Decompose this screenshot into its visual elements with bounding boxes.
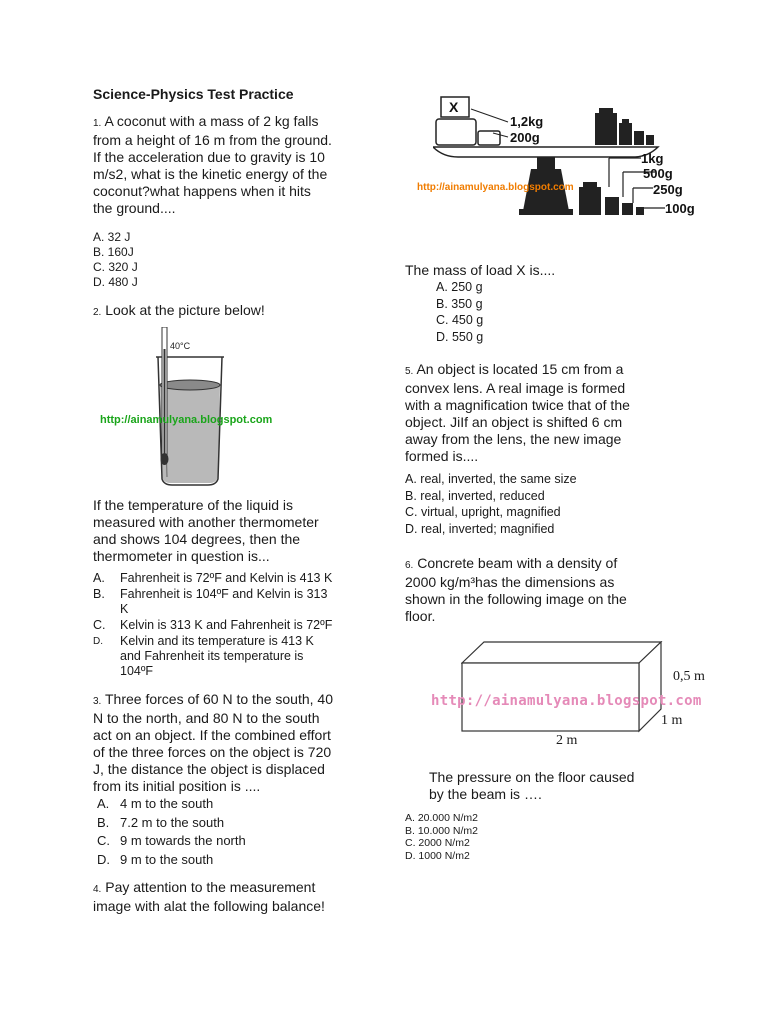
option-d: D. 1000 N/m2: [405, 849, 470, 862]
question-line: floor.: [405, 608, 436, 624]
option-a: A. real, inverted, the same size: [405, 472, 577, 486]
question-6-prompt: [405, 769, 715, 803]
question-line: shown in the following image on the: [405, 591, 627, 607]
weight-label-200g: 200g: [510, 130, 540, 145]
option-line: and Fahrenheit its temperature is: [120, 649, 304, 663]
question-line: J, the distance the object is displaced: [93, 761, 325, 777]
question-1-options: [93, 230, 383, 290]
watermark-link: http://ainamulyana.blogspot.com: [417, 182, 574, 193]
balance-scale-image: [433, 95, 733, 225]
question-line: object. JiIf an object is shifted 6 cm: [405, 414, 623, 430]
load-x-label: X: [449, 99, 459, 115]
question-line: convex lens. A real image is formed: [405, 380, 626, 396]
option-letter: A.: [97, 796, 110, 811]
question-number: 4.: [93, 884, 102, 895]
question-6: [405, 555, 715, 862]
beam-figure: [405, 635, 715, 763]
question-line: Concrete beam with a density of: [413, 555, 618, 571]
option-line: K: [120, 602, 129, 616]
question-number: 1.: [93, 118, 102, 129]
question-line: thermometer in question is...: [93, 548, 270, 564]
option-b: B. 350 g: [436, 296, 483, 311]
question-line: A coconut with a mass of 2 kg falls: [101, 113, 319, 129]
question-line: image with alat the following balance!: [93, 898, 325, 914]
beaker-figure: [93, 321, 383, 493]
question-line: N to the north, and 80 N to the south: [93, 710, 320, 726]
weight-label-100g: 100g: [665, 201, 695, 216]
beaker-thermometer-image: [148, 327, 348, 487]
option-line: Fahrenheit is 104ºF and Kelvin is 313: [120, 587, 328, 601]
thermometer-label: 40°C: [170, 341, 191, 351]
question-line: The pressure on the floor caused: [429, 769, 635, 785]
option-letter: D.: [93, 636, 103, 647]
option-line: 104ºF: [120, 664, 154, 678]
option-c: [93, 618, 383, 633]
option-d: [93, 634, 383, 679]
option-letter: B.: [93, 587, 105, 601]
question-number: 2.: [93, 307, 102, 318]
question-4-options: [405, 279, 715, 345]
option-text: 9 m to the south: [120, 851, 214, 867]
right-column: [405, 90, 715, 862]
option-text: [120, 587, 327, 617]
question-3-text: [93, 691, 383, 795]
question-line: away from the lens, the new image: [405, 431, 622, 447]
option-b: [93, 587, 383, 617]
page-title: Science-Physics Test Practice: [93, 86, 294, 102]
question-line: act on an object. If the combined effort: [93, 727, 331, 743]
option-b: B. 160J: [93, 245, 134, 259]
option-letter: D.: [97, 851, 110, 867]
option-text: Fahrenheit is 72ºF and Kelvin is 413 K: [120, 571, 333, 585]
option-d: D. 550 g: [436, 329, 484, 344]
question-line: from a height of 16 m from the ground.: [93, 132, 332, 148]
option-a: [93, 795, 383, 814]
watermark-link: http://ainamulyana.blogspot.com: [431, 693, 702, 709]
option-a: A. 32 J: [93, 230, 131, 244]
question-5-options: [405, 471, 715, 537]
balance-figure: [405, 90, 715, 260]
option-letter: B.: [97, 814, 110, 830]
option-line: Kelvin and its temperature is 413 K: [120, 634, 314, 648]
weight-label-1kg: 1kg: [641, 151, 664, 166]
question-line: If the acceleration due to gravity is 10: [93, 149, 325, 165]
beam-height-label: 0,5 m: [673, 669, 705, 684]
option-b: [93, 814, 383, 833]
option-c: C. 450 g: [436, 313, 484, 327]
question-line: with a magnification twice that of the: [405, 397, 630, 413]
question-3: [93, 691, 383, 869]
question-1: [93, 113, 383, 290]
option-text: [120, 634, 314, 679]
question-line: An object is located 15 cm from a: [413, 361, 624, 377]
option-d: [93, 851, 383, 870]
option-a: [93, 571, 383, 586]
option-a: A. 20.000 N/m2: [405, 812, 478, 824]
question-6-text: [405, 555, 715, 625]
beam-depth-label: 1 m: [661, 713, 683, 728]
question-4-text: [93, 879, 383, 915]
question-line: from its initial position is ....: [93, 778, 261, 794]
option-c: C. 320 J: [93, 260, 138, 274]
question-2-prompt: [93, 302, 383, 321]
question-line: If the temperature of the liquid is: [93, 497, 293, 513]
question-1-text: [93, 113, 383, 217]
watermark-link: http://ainamulyana.blogspot.com: [100, 414, 273, 426]
question-3-options: [93, 795, 383, 869]
question-4: [93, 879, 383, 915]
option-text: 9 m towards the north: [120, 833, 246, 848]
question-5-text: [405, 361, 715, 465]
option-text: 7.2 m to the south: [120, 814, 225, 830]
option-c: C. virtual, upright, magnified: [405, 505, 561, 519]
question-4-prompt: The mass of load X is....: [405, 262, 556, 278]
left-column: [93, 86, 383, 915]
question-line: measured with another thermometer: [93, 514, 319, 530]
weight-label-500g: 500g: [643, 166, 673, 181]
question-number: 5.: [405, 366, 414, 377]
option-c: [93, 832, 383, 851]
question-line: the ground....: [93, 200, 176, 216]
question-6-options: [405, 812, 715, 862]
question-line: coconut?what happens when it hits: [93, 183, 311, 199]
question-5: [405, 361, 715, 537]
question-line: of the three forces on the object is 720: [93, 744, 332, 760]
beam-length-label: 2 m: [556, 733, 578, 748]
option-letter: A.: [93, 571, 105, 585]
option-a: A. 250 g: [436, 280, 483, 294]
option-b: B. real, inverted, reduced: [405, 488, 545, 503]
question-2-options: [93, 571, 383, 679]
question-number: 3.: [93, 696, 102, 707]
question-line: m/s2, what is the kinetic energy of the: [93, 166, 328, 182]
weight-label-1-2kg: 1,2kg: [510, 114, 544, 129]
question-line: Look at the picture below!: [101, 302, 265, 318]
question-line: by the beam is ….: [429, 786, 542, 802]
question-2: [93, 302, 383, 679]
question-line: 2000 kg/m³has the dimensions as: [405, 574, 615, 590]
option-c: C. 2000 N/m2: [405, 837, 470, 849]
question-line: formed is....: [405, 448, 479, 464]
weight-label-250g: 250g: [653, 182, 683, 197]
option-letter: C.: [93, 618, 106, 632]
option-letter: C.: [97, 833, 110, 848]
option-b: B. 10.000 N/m2: [405, 824, 478, 837]
option-d: D. real, inverted; magnified: [405, 521, 555, 536]
question-line: Pay attention to the measurement: [101, 879, 316, 895]
option-text: 4 m to the south: [120, 796, 214, 811]
question-line: Three forces of 60 N to the south, 40: [101, 691, 333, 707]
option-text: Kelvin is 313 K and Fahrenheit is 72ºF: [120, 618, 333, 632]
option-d: D. 480 J: [93, 275, 138, 289]
question-2-text: [93, 497, 383, 565]
question-number: 6.: [405, 560, 414, 571]
question-line: and shows 104 degrees, then the: [93, 531, 301, 547]
